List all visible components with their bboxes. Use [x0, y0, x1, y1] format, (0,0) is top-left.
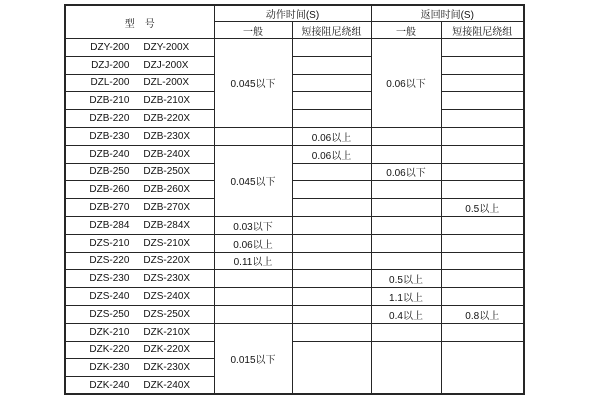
model-x-variant: DZL-200X	[143, 77, 189, 89]
model-x-variant: DZJ-200X	[143, 59, 189, 71]
model-pair	[66, 77, 214, 88]
model-x-variant: DZK-230X	[143, 362, 191, 374]
model-x-variant: DZB-210X	[143, 95, 191, 107]
model-pair	[66, 255, 214, 266]
return-time-header: 返回时间(S)	[371, 5, 524, 22]
model-pair	[66, 42, 214, 53]
subheader-action-general: 一般	[214, 22, 292, 39]
model-standard: DZK-220	[89, 344, 130, 356]
value-cell	[441, 216, 524, 234]
value-cell	[292, 252, 371, 270]
table-row	[65, 92, 524, 110]
model-pair	[66, 327, 214, 338]
model-x-variant: DZB-260X	[143, 184, 191, 196]
value-cell	[292, 341, 371, 394]
table-row	[65, 145, 524, 163]
value-cell: 0.06以下	[371, 163, 441, 181]
value-cell	[441, 92, 524, 110]
table-row	[65, 288, 524, 306]
table-row	[65, 341, 524, 359]
model-standard: DZK-240	[89, 379, 130, 391]
model-pair	[66, 344, 214, 355]
spec-table	[64, 4, 525, 395]
value-cell	[371, 341, 441, 394]
value-cell	[371, 234, 441, 252]
model-cell	[65, 270, 214, 288]
model-cell	[65, 199, 214, 217]
model-pair	[66, 309, 214, 320]
value-cell	[441, 252, 524, 270]
value-cell	[371, 323, 441, 341]
model-cell	[65, 341, 214, 359]
model-x-variant: DZK-220X	[143, 344, 191, 356]
model-standard: DZS-230	[89, 273, 130, 285]
value-cell	[441, 323, 524, 341]
value-cell: 0.06以上	[292, 145, 371, 163]
model-pair	[66, 166, 214, 177]
model-cell	[65, 377, 214, 395]
value-cell	[292, 323, 371, 341]
model-standard: DZS-210	[89, 237, 130, 249]
value-cell	[441, 288, 524, 306]
model-standard: DZS-250	[89, 308, 130, 320]
table-row	[65, 127, 524, 145]
value-cell	[292, 74, 371, 92]
model-pair	[66, 95, 214, 106]
model-standard: DZB-260	[89, 184, 130, 196]
model-cell	[65, 252, 214, 270]
model-cell	[65, 56, 214, 74]
model-standard: DZK-210	[89, 326, 130, 338]
model-standard: DZB-270	[89, 202, 130, 214]
model-x-variant: DZB-284X	[143, 219, 191, 231]
value-cell	[441, 127, 524, 145]
value-cell	[371, 127, 441, 145]
value-cell	[441, 234, 524, 252]
model-standard: DZB-210	[89, 95, 130, 107]
model-x-variant: DZS-210X	[143, 237, 191, 249]
table-row	[65, 216, 524, 234]
value-cell: 0.4以上	[371, 305, 441, 323]
model-pair	[66, 184, 214, 195]
value-cell	[292, 199, 371, 217]
table-row	[65, 305, 524, 323]
value-cell	[371, 216, 441, 234]
model-cell	[65, 181, 214, 199]
model-x-variant: DZS-250X	[143, 308, 191, 320]
model-cell	[65, 163, 214, 181]
value-cell	[292, 270, 371, 288]
model-pair	[66, 273, 214, 284]
model-cell	[65, 305, 214, 323]
value-cell: 0.045以下	[214, 145, 292, 216]
model-x-variant: DZB-220X	[143, 113, 191, 125]
subheader-return-damping: 短接阻尼绕组	[441, 22, 524, 39]
table-row	[65, 323, 524, 341]
value-cell: 0.045以下	[214, 39, 292, 128]
value-cell	[441, 145, 524, 163]
value-cell: 0.5以上	[371, 270, 441, 288]
value-cell: 0.8以上	[441, 305, 524, 323]
model-standard: DZS-240	[89, 291, 130, 303]
action-time-header: 动作时间(S)	[214, 5, 371, 22]
model-standard: DZS-220	[89, 255, 130, 267]
model-cell	[65, 288, 214, 306]
value-cell: 1.1以上	[371, 288, 441, 306]
value-cell	[292, 216, 371, 234]
model-pair	[66, 60, 214, 71]
model-standard: DZY-200	[90, 41, 130, 53]
value-cell: 0.11以上	[214, 252, 292, 270]
header-group-row	[65, 5, 524, 22]
table-row	[65, 56, 524, 74]
spec-table-header	[65, 5, 524, 39]
subheader-action-damping: 短接阻尼绕组	[292, 22, 371, 39]
value-cell	[214, 127, 292, 145]
table-row	[65, 252, 524, 270]
model-cell	[65, 92, 214, 110]
value-cell	[214, 305, 292, 323]
value-cell: 0.015以下	[214, 323, 292, 394]
model-pair	[66, 113, 214, 124]
value-cell	[441, 181, 524, 199]
model-cell	[65, 234, 214, 252]
model-x-variant: DZK-210X	[143, 326, 191, 338]
value-cell	[441, 270, 524, 288]
table-row	[65, 199, 524, 217]
value-cell: 0.03以下	[214, 216, 292, 234]
model-standard: DZJ-200	[91, 59, 130, 71]
value-cell	[441, 74, 524, 92]
model-cell	[65, 110, 214, 128]
model-pair	[66, 220, 214, 231]
model-pair	[66, 362, 214, 373]
model-cell	[65, 323, 214, 341]
value-cell	[441, 163, 524, 181]
model-standard: DZK-230	[89, 362, 130, 374]
value-cell	[441, 56, 524, 74]
model-standard: DZL-200	[90, 77, 130, 89]
value-cell	[292, 92, 371, 110]
table-row	[65, 234, 524, 252]
model-pair	[66, 291, 214, 302]
model-x-variant: DZK-240X	[143, 379, 191, 391]
model-pair	[66, 131, 214, 142]
model-standard: DZB-220	[89, 113, 130, 125]
value-cell	[292, 288, 371, 306]
value-cell	[214, 270, 292, 288]
model-x-variant: DZB-240X	[143, 148, 191, 160]
value-cell	[371, 252, 441, 270]
model-x-variant: DZB-230X	[143, 130, 191, 142]
value-cell: 0.06以上	[292, 127, 371, 145]
model-cell	[65, 145, 214, 163]
spec-table-body	[65, 39, 524, 395]
model-cell	[65, 74, 214, 92]
value-cell: 0.06以上	[214, 234, 292, 252]
value-cell: 0.5以上	[441, 199, 524, 217]
table-row	[65, 270, 524, 288]
model-cell	[65, 39, 214, 57]
model-standard: DZB-240	[89, 148, 130, 160]
model-x-variant: DZS-230X	[143, 273, 191, 285]
model-x-variant: DZB-270X	[143, 202, 191, 214]
model-x-variant: DZS-240X	[143, 291, 191, 303]
value-cell: 0.06以下	[371, 39, 441, 128]
table-row	[65, 181, 524, 199]
model-pair	[66, 238, 214, 249]
model-x-variant: DZS-220X	[143, 255, 191, 267]
value-cell	[292, 39, 371, 57]
value-cell	[292, 181, 371, 199]
value-cell	[441, 110, 524, 128]
value-cell	[292, 163, 371, 181]
value-cell	[441, 341, 524, 394]
value-cell	[371, 145, 441, 163]
table-row	[65, 163, 524, 181]
model-x-variant: DZY-200X	[143, 41, 190, 53]
subheader-return-general: 一般	[371, 22, 441, 39]
value-cell	[371, 181, 441, 199]
model-column-header: 型 号	[65, 5, 214, 39]
model-pair	[66, 149, 214, 160]
value-cell	[292, 56, 371, 74]
model-cell	[65, 216, 214, 234]
table-row	[65, 110, 524, 128]
model-standard: DZB-284	[89, 219, 130, 231]
value-cell	[441, 39, 524, 57]
model-standard: DZB-250	[89, 166, 130, 178]
value-cell	[292, 110, 371, 128]
value-cell	[292, 234, 371, 252]
model-standard: DZB-230	[89, 130, 130, 142]
model-cell	[65, 127, 214, 145]
table-row	[65, 74, 524, 92]
value-cell	[371, 199, 441, 217]
model-x-variant: DZB-250X	[143, 166, 191, 178]
value-cell	[292, 305, 371, 323]
table-row	[65, 39, 524, 57]
model-cell	[65, 359, 214, 377]
model-pair	[66, 202, 214, 213]
model-pair	[66, 380, 214, 391]
value-cell	[214, 288, 292, 306]
